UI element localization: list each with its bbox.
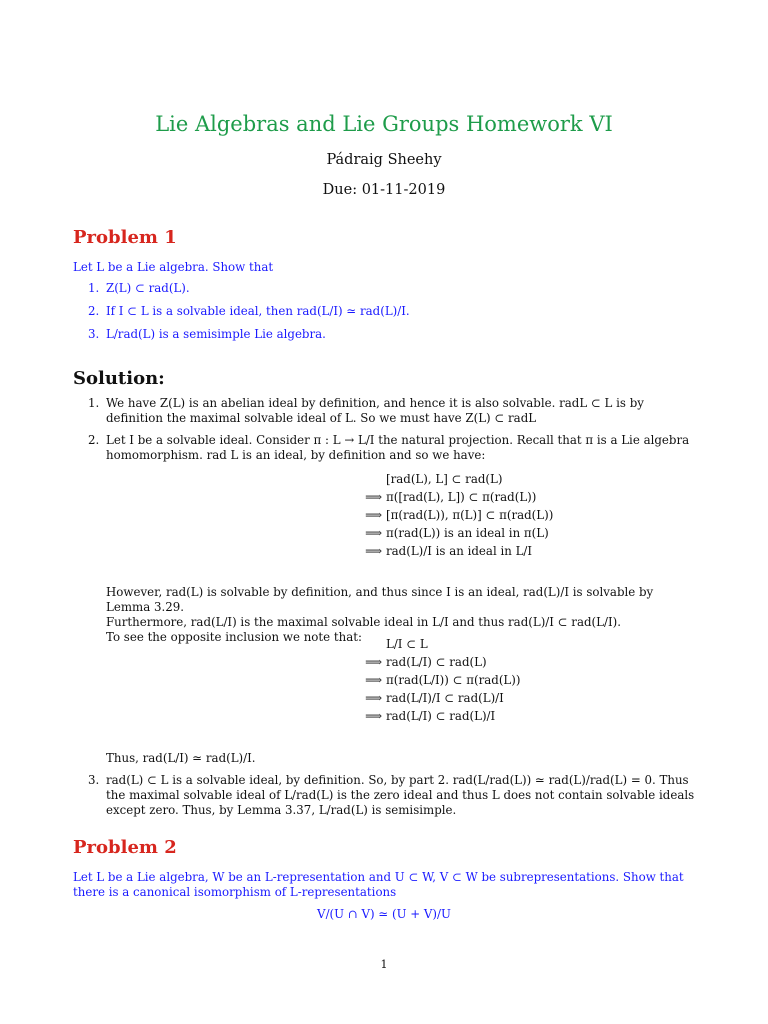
equation-row: ⟹ rad(L/I) ⊂ rad(L) [365,655,487,669]
solution-item-1: We have Z(L) is an abelian ideal by definition, and hence it is also solvable. radL ⊂ L is by definition the maximal solvable ideal of L. So we must have Z(L) ⊂ radL [106,396,644,425]
solution-item-2: Let I be a solvable ideal. Consider π : L → L/I the natural projection. Recall that π is a Lie algebra homomorphism. rad L is an ideal, by definition and so we have: [106,433,690,462]
list-item: If I ⊂ L is a solvable ideal, then rad(L/I) ≃ rad(L)/I. [106,304,410,318]
equation-row: ⟹ π([rad(L), L]) ⊂ π(rad(L)) [365,490,537,504]
equation-block-1 [0,470,768,560]
list-number: 3. [88,327,100,341]
equation-row: ⟹ rad(L/I) ⊂ rad(L)/I [365,709,496,723]
list-number: 1. [88,396,100,410]
equation-row: ⟹ rad(L)/I is an ideal in L/I [365,544,533,558]
list-number: 2. [88,433,100,447]
page-title: Lie Algebras and Lie Groups Homework VI [155,112,613,136]
list-item: L/rad(L) is a semisimple Lie algebra. [106,327,326,341]
equation-row: ⟹ [π(rad(L)), π(L)] ⊂ π(rad(L)) [365,508,554,522]
problem-2-text: Let L be a Lie algebra, W be an L-representation and U ⊂ W, V ⊂ W be subrepresentations. Show that there is a canonical isomorphism of L-representations [73,870,684,899]
page-number: 1 [380,958,388,971]
problem-1-intro: Let L be a Lie algebra. Show that [73,260,274,274]
equation-row: ⟹ π(rad(L)) is an ideal in π(L) [365,526,549,540]
list-item: Z(L) ⊂ rad(L). [106,281,190,295]
equation-block-2 [0,635,768,725]
equation-row: ⟹ π(rad(L/I)) ⊂ π(rad(L)) [365,673,521,687]
problem-1-heading: Problem 1 [73,227,177,248]
problem-2-equation: V/(U ∩ V) ≃ (U + V)/U [317,907,451,921]
equation-row: ⟹ rad(L/I)/I ⊂ rad(L)/I [365,691,504,705]
solution-conclusion: Thus, rad(L/I) ≃ rad(L)/I. [106,751,256,765]
list-number: 2. [88,304,100,318]
solution-heading: Solution: [73,368,165,389]
author: Pádraig Sheehy [326,152,442,168]
solution-paragraph: However, rad(L) is solvable by definition, and thus since I is an ideal, rad(L)/I is solvable by Lemma 3.29. Furthermore, rad(L/I) is the maximal solvable ideal in L/I and thus rad(L)/I ⊂ rad(L/I). To see the opposite inclusion we note that: [106,585,654,644]
due-date: Due: 01-11-2019 [322,182,446,198]
equation-row: [rad(L), L] ⊂ rad(L) [386,472,503,486]
list-number: 1. [88,281,100,295]
equation-row: L/I ⊂ L [386,637,428,651]
solution-item-3: rad(L) ⊂ L is a solvable ideal, by definition. So, by part 2. rad(L/rad(L)) ≃ rad(L)/rad(L) = 0. Thus the maximal solvable ideal of L/rad(L) is the zero ideal and thus L does not contain solvable ideals except zero. Thus, by Lemma 3.37, L/rad(L) is semisimple. [106,773,695,817]
problem-2-heading: Problem 2 [73,837,177,858]
list-number: 3. [88,773,100,787]
